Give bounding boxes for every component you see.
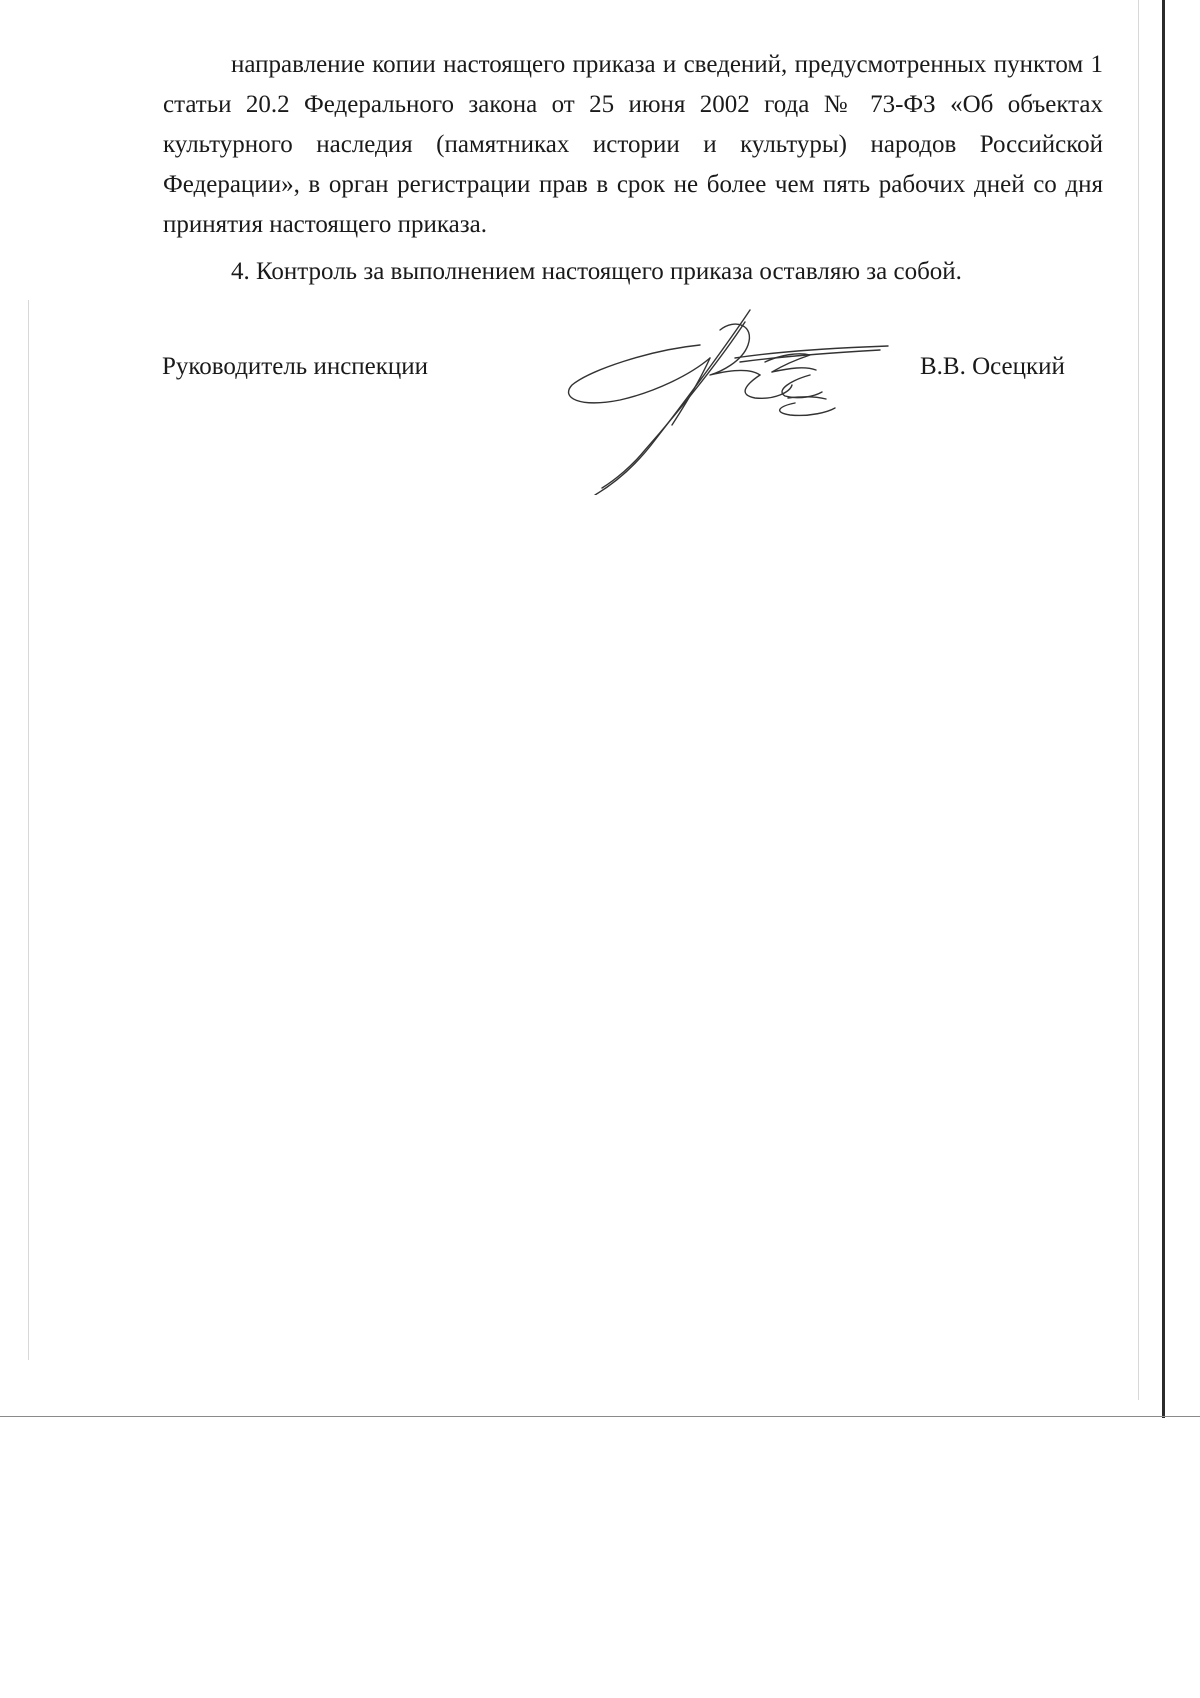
page-bottom-rule <box>0 1416 1200 1417</box>
paragraph-continuation: направление копии настоящего приказа и сведений, предусмотренных пунктом 1 статьи 20.2 Федерального закона от 25 июня 2002 года № 73-ФЗ «Об объектах культурного наследия (памятниках истории и культуры) народов Российской Федерации», в орган регистрации прав в срок не более чем пять рабочих дней со дня принятия настоящего приказа. <box>163 51 1103 238</box>
scan-artifact <box>1138 0 1139 1400</box>
scan-artifact <box>28 300 29 1360</box>
signatory-name: В.В. Осецкий <box>920 353 1065 380</box>
page-right-border <box>1162 0 1165 1418</box>
handwritten-signature <box>560 300 890 495</box>
paragraph-item-4: 4. Контроль за выполнением настоящего приказа оставляю за собой. <box>231 258 962 285</box>
signatory-title: Руководитель инспекции <box>162 353 429 380</box>
